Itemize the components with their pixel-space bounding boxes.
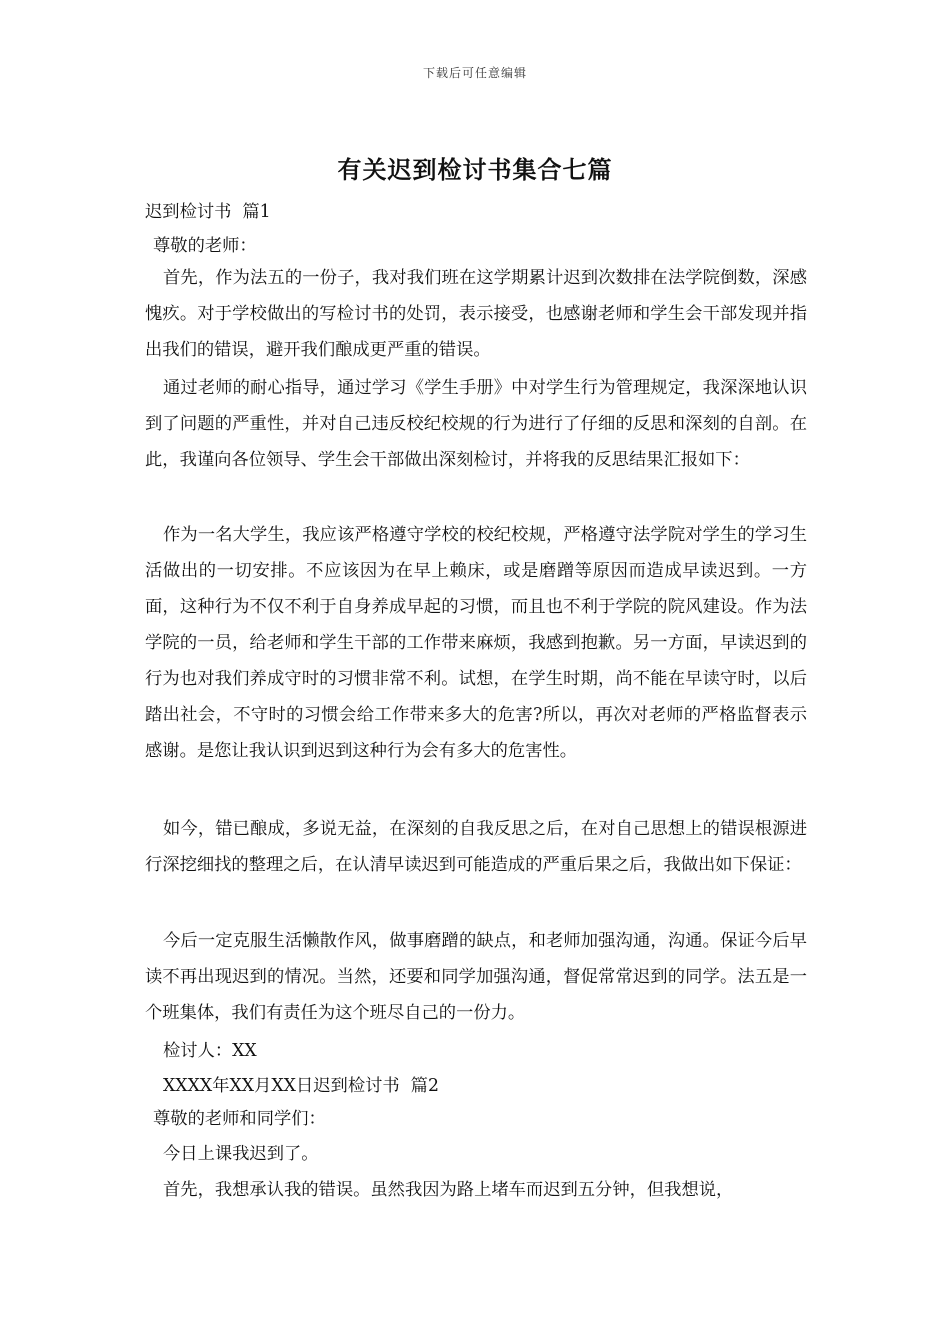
greeting-1: 尊敬的老师： — [153, 236, 257, 256]
greeting-2: 尊敬的老师和同学们： — [153, 1109, 326, 1129]
signer-line: 检讨人：XX — [163, 1041, 257, 1061]
paragraph-1-5: 今后一定克服生活懒散作风，做事磨蹭的缺点，和老师加强沟通，沟通。保证今后早读不再出现迟到的情况。当然，还要和同学加强沟通，督促常常迟到的同学。法五是一个班集体，我们有责任为这个班尽自己的一份力。 — [145, 931, 807, 1023]
heading-2: XXXX年XX月XX日迟到检讨书 篇2 — [163, 1076, 439, 1096]
paragraph-2-1: 今日上课我迟到了。 — [163, 1144, 319, 1164]
paragraph-1-3: 作为一名大学生，我应该严格遵守学校的校纪校规，严格遵守法学院对学生的学习生活做出的一切安排。不应该因为在早上赖床，或是磨蹭等原因而造成早读迟到。一方面，这种行为不仅不利于自身养成早起的习惯，而且也不利于学院的院风建设。作为法学院的一员，给老师和学生干部的工作带来麻烦，我感到抱歉。另一方面，早读迟到的行为也对我们养成守时的习惯非常不利。试想，在学生时期，尚不能在早读守时，以后踏出社会，不守时的习惯会给工作带来多大的危害?所以，再次对老师的严格监督表示感谢。是您让我认识到迟到这种行为会有多大的危害性。 — [145, 525, 807, 761]
page-header: 下载后可任意编辑 — [422, 66, 527, 80]
heading-1: 迟到检讨书 篇1 — [145, 202, 271, 222]
document-title: 有关迟到检讨书集合七篇 — [337, 155, 613, 184]
paragraph-2-2: 首先，我想承认我的错误。虽然我因为路上堵车而迟到五分钟，但我想说， — [163, 1180, 734, 1200]
paragraph-1-4: 如今，错已酿成，多说无益，在深刻的自我反思之后，在对自己思想上的错误根源进行深挖细找的整理之后，在认清早读迟到可能造成的严重后果之后，我做出如下保证： — [145, 819, 807, 875]
paragraph-1-1: 首先，作为法五的一份子，我对我们班在这学期累计迟到次数排在法学院倒数，深感愧疚。对于学校做出的写检讨书的处罚，表示接受，也感谢老师和学生会干部发现并指出我们的错误，避开我们酿成更严重的错误。 — [145, 268, 807, 360]
paragraph-1-2: 通过老师的耐心指导，通过学习《学生手册》中对学生行为管理规定，我深深地认识到了问题的严重性，并对自己违反校纪校规的行为进行了仔细的反思和深刻的自剖。在此，我谨向各位领导、学生会干部做出深刻检讨，并将我的反思结果汇报如下： — [145, 378, 807, 470]
